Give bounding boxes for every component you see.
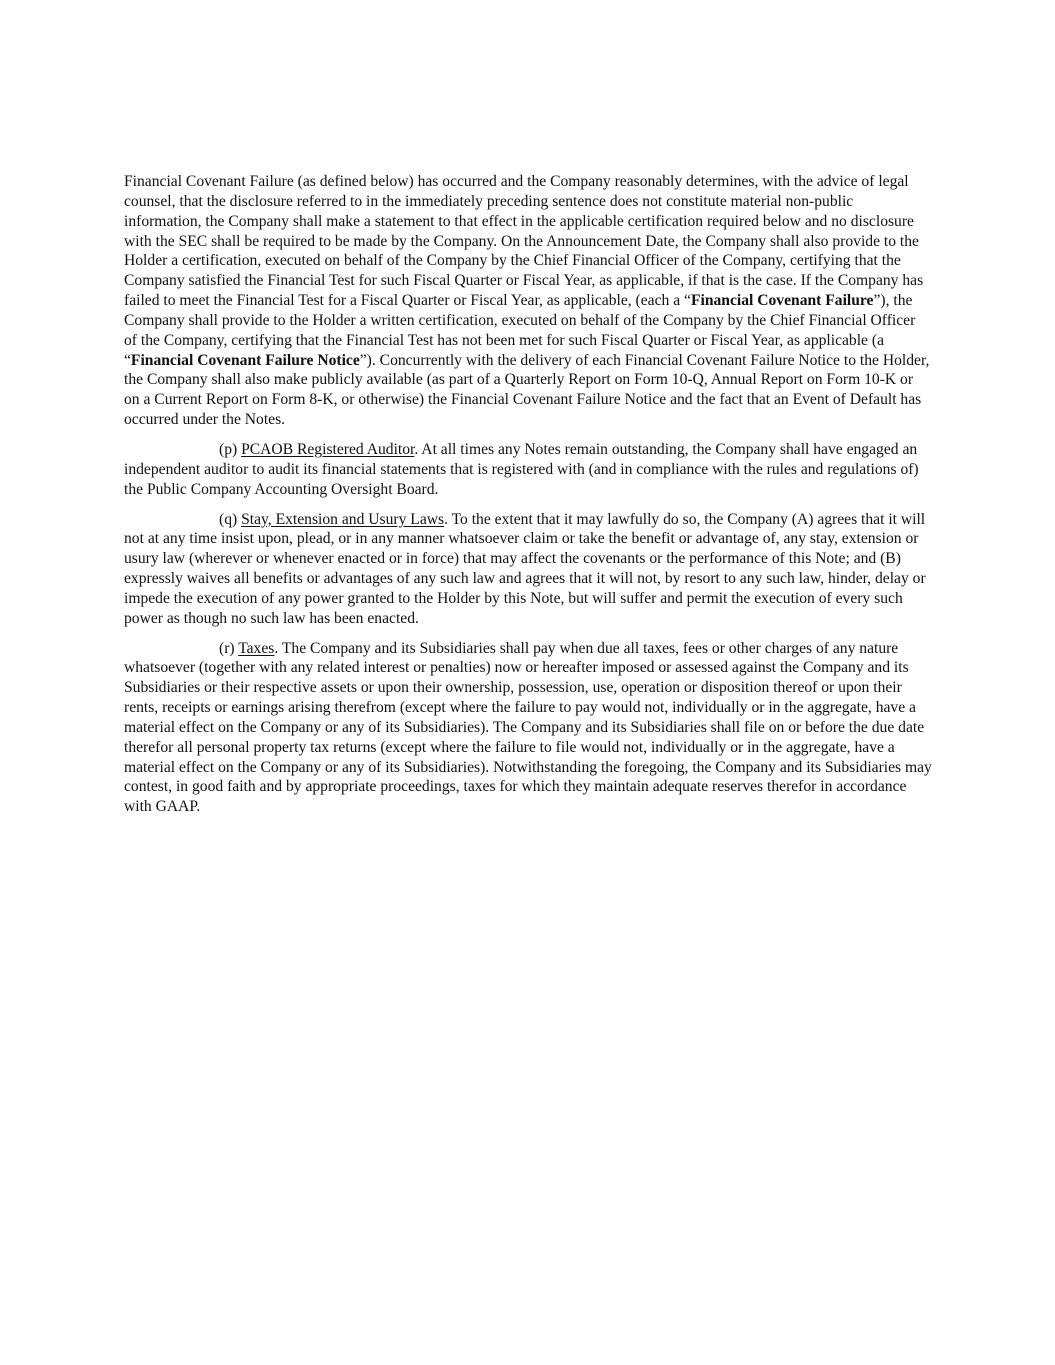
section-heading: PCAOB Registered Auditor (241, 440, 415, 458)
paragraph-text: ”). Concurrently with the delivery of each Financial Covenant Failure Notice to the Holder, the Company shall also make publicly available (as part of a Quarterly Report on Form 10-Q, Annual Report on Form 10-K or on a Current Report on Form 8-K, or otherwise) the Financial Covenant Failure Notice and the fact that an Event of Default has occurred under the Notes. (124, 351, 930, 429)
section-heading: Stay, Extension and Usury Laws (241, 510, 445, 528)
paragraph-text: Financial Covenant Failure (as defined below) has occurred and the Company reasonably determines, with the advice of legal counsel, that the disclosure referred to in the immediately preceding sentence does not constitute material non-public information, the Company shall make a statement to that effect in the applicable certification required below and no disclosure with the SEC shall be required to be made by the Company. On the Announcement Date, the Company shall also provide to the Holder a certification, executed on behalf of the Company by the Chief Financial Officer of the Company, certifying that the Company satisfied the Financial Test for such Fiscal Quarter or Fiscal Year, as applicable, if that is the case. If the Company has failed to meet the Financial Test for a Fiscal Quarter or Fiscal Year, as applicable, (each a “ (124, 173, 924, 310)
paragraph-text: ”), the Company shall provide to the Holder a written certification, executed on behalf of the Company by the Chief Financial Officer of the Company, certifying that the Financial Test has not been met for such Fiscal Quarter or Fiscal Year, as applicable (a “ (124, 292, 916, 369)
paragraph-text: . To the extent that it may lawfully do so, the Company (A) agrees that it will not at any time insist upon, plead, or in any manner whatsoever claim or take the benefit or advantage of, any stay, extension or usury law (wherever or whenever enacted or in force) that may affect the covenants or the performance of this Note; and (B) expressly waives all benefits or advantages of any such law and agrees that it will not, by resort to any such law, hinder, delay or impede the execution of any power granted to the Holder by this Note, but will suffer and permit the execution of every such power as though no such law has been enacted. (124, 510, 926, 627)
paragraph-text: . At all times any Notes remain outstanding, the Company shall have engaged an independent auditor to audit its financial statements that is registered with (and in compliance with the rules and regulations of) the Public Company Accounting Oversight Board. (124, 440, 919, 498)
defined-term-financial-covenant-failure-notice: Financial Covenant Failure Notice (130, 351, 360, 369)
defined-term-financial-covenant-failure: Financial Covenant Failure (690, 292, 874, 310)
section-heading: Taxes (238, 639, 275, 657)
paragraph-text: . The Company and its Subsidiaries shall pay when due all taxes, fees or other charges of any nature whatsoever (together with any related interest or penalties) now or hereafter imposed or assessed against the Company and its Subsidiaries or their respective assets or upon their ownership, possession, use, operation or disposition thereof or upon their rents, receipts or earnings arising therefrom (except where the failure to pay would not, individually or in the aggregate, have a material effect on the Company or any of its Subsidiaries). The Company and its Subsidiaries shall file on or before the due date therefor all personal property tax returns (except where the failure to file would not, individually or in the aggregate, have a material effect on the Company or any of its Subsidiaries). Notwithstanding the foregoing, the Company and its Subsidiaries may contest, in good faith and by appropriate proceedings, taxes for which they maintain adequate reserves therefor in accordance with GAAP. (124, 639, 932, 816)
section-marker: (p) (219, 440, 242, 458)
section-marker: (q) (219, 510, 242, 528)
paragraph-pcaob-registered-auditor (124, 440, 932, 500)
paragraph-taxes (124, 639, 932, 818)
document-body (124, 172, 932, 827)
paragraph-stay-extension-usury-laws (124, 510, 932, 629)
section-marker: (r) (219, 639, 239, 657)
paragraph-financial-covenant (124, 172, 932, 430)
